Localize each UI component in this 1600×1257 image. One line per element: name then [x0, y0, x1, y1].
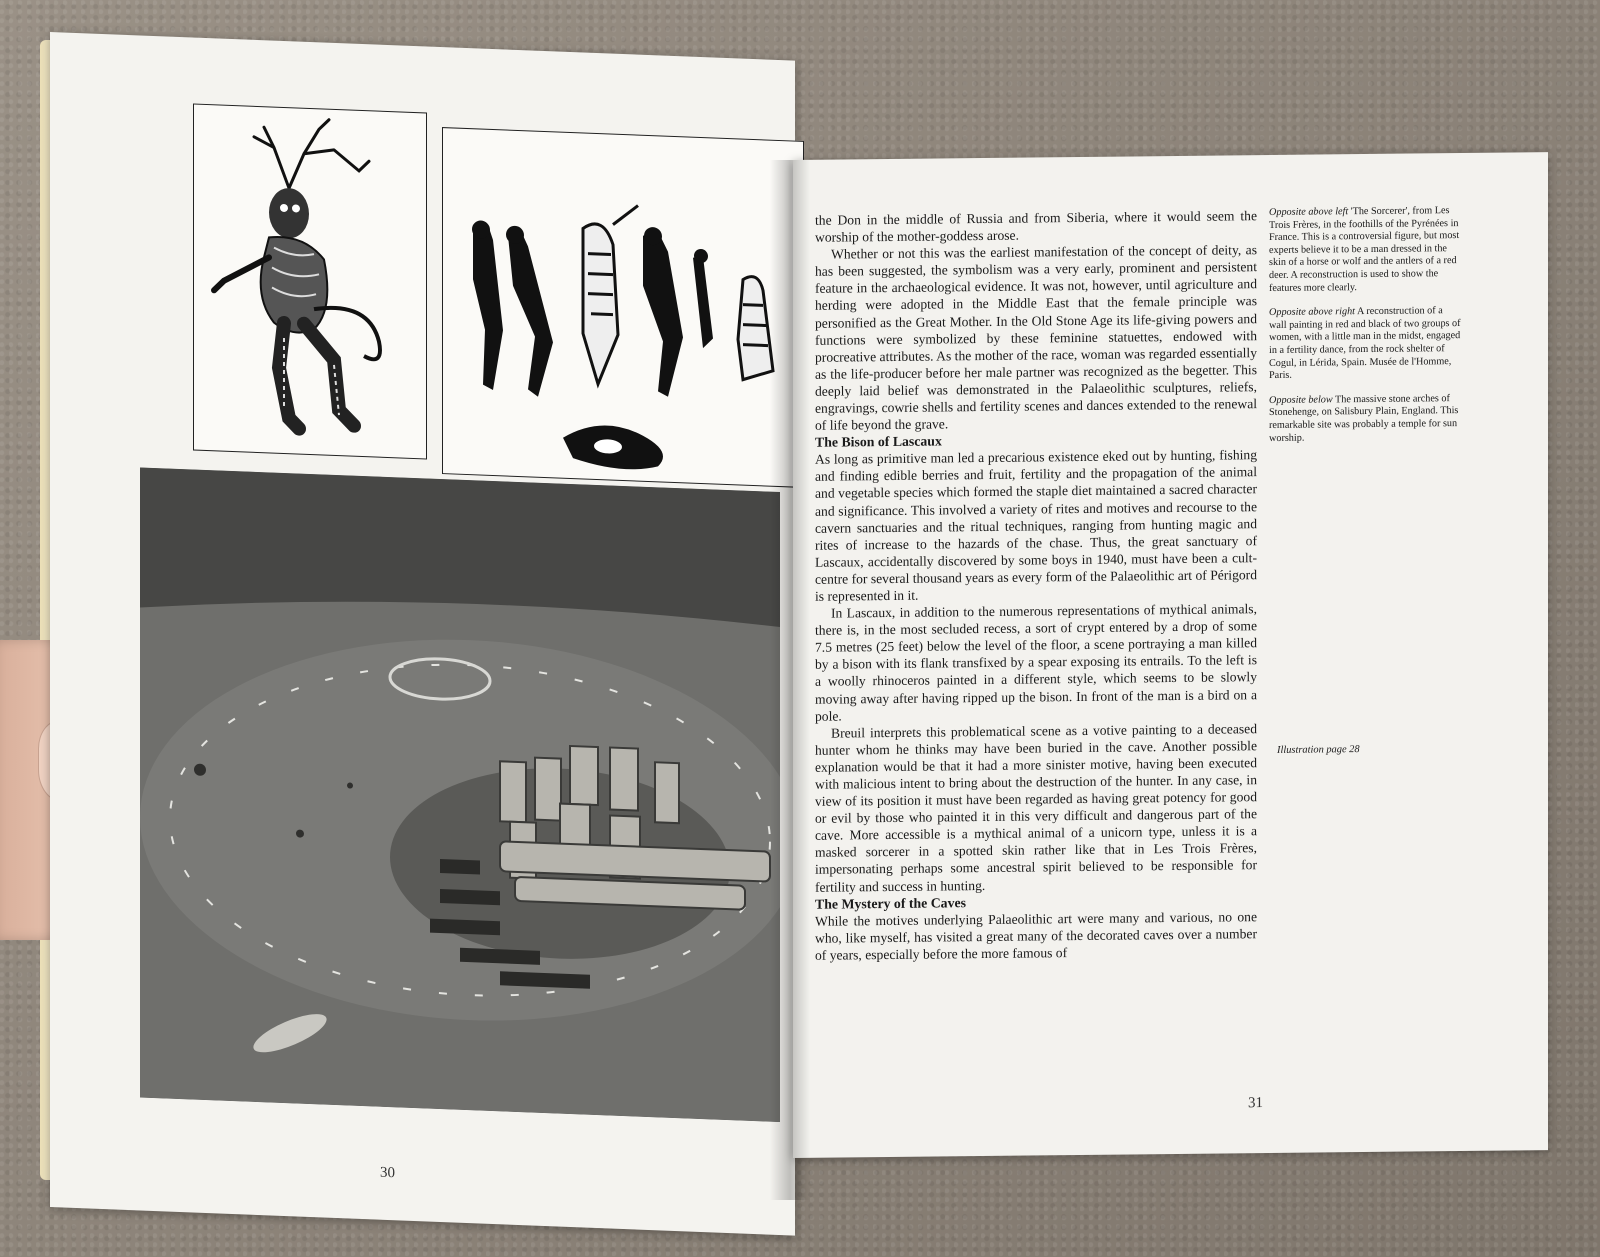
caption-sorcerer	[1269, 205, 1461, 295]
sorcerer-figure	[193, 103, 427, 459]
left-page-number: 30	[380, 1164, 395, 1182]
paragraph: While the motives underlying Palaeolithic art were many and various, no one who, like myself, has visited a great many of the decorated caves over a number of years, especially before the more famous of	[815, 908, 1257, 963]
caption-text: 'The Sorcerer', from Les Trois Frères, in the foothills of the Pyrénées in France. This is a controversial figure, but most experts believe it to be a man dressed in the skin of a horse or wolf and the antlers of a red deer. A reconstruction is used to show the features more clearly.	[1269, 205, 1460, 294]
paragraph: As long as primitive man led a precarious existence eked out by hunting, fishing and finding edible berries and fruit, fertility and the propagation of the animal and vegetable species which formed the staple diet maintained a sacred character and significance. This involved a variety of rites and motives and recourse to the cavern sanctuaries and the ritual techniques, ranging from hunting magic and rites of increase to the hazards of the chase. Thus, the great sanctuary of Lascaux, accidentally discovered by some boys in 1940, must have been a cult-centre for several thousand years as every form of the Palaeolithic art of Périgord is represented in it.	[815, 447, 1258, 604]
left-page	[50, 32, 795, 1236]
section-heading-bison: The Bison of Lascaux	[815, 433, 942, 450]
paragraph: Breuil interprets this problematical scene as a votive painting to a deceased hunter whom he thinks may have been buried in the cave. Another possible explanation would be that it had a more sinister motive, having been executed with malicious intent to bring about the destruction of the hunter. In any case, in view of its position it must have been regarded as having great potency for good or evil by those who painted it in this very difficult and dangerous part of the cave. More accessible is a mythical animal of a unicorn type, unless it is a masked sorcerer in a spotted skin rather like that in Les Trois Frères, impersonating perhaps some ancestral spirit believed to be responsible for fertility and success in hunting.	[815, 720, 1257, 895]
section-heading-mystery: The Mystery of the Caves	[815, 894, 966, 912]
caption-stonehenge	[1269, 393, 1461, 445]
cogul-dance-illustration	[443, 128, 803, 487]
captions-column	[1269, 205, 1461, 457]
main-text-column	[815, 207, 1257, 964]
right-page	[793, 152, 1548, 1158]
caption-text: A reconstruction of a wall painting in red and black of two groups of women, with a little man in the midst, engaged in a fertility dance, from the rock shelter of Cogul, in Lérida, Spain. Musée de l'Homme, Paris.	[1269, 305, 1461, 382]
stonehenge-photo	[140, 467, 780, 1122]
paragraph: Whether or not this was the earliest manifestation of the concept of deity, as has been suggested, the symbolism was a very early, prominent and persistent feature in the archaeological evidence. It was not, however, until agriculture and herding were adopted in the Middle East that the female principle was personified as the Great Mother. In the Old Stone Age its life-giving powers and functions were symbolized by these feminine statuettes, endowed with procreative attributes. As the mother of the race, woman was regarded essentially as the life-producer before her male partner was recognized as the begetter. This deeply laid belief was demonstrated in the Palaeolithic sculptures, reliefs, engravings, cowrie shells and fertility scenes and dances extended to the renewal of life beyond the grave.	[815, 242, 1258, 433]
spine-shadow	[770, 160, 810, 1200]
stonehenge-aerial-image	[140, 467, 780, 1122]
caption-label: Opposite above right	[1269, 306, 1356, 319]
caption-cogul	[1269, 305, 1461, 383]
paragraph: In Lascaux, in addition to the numerous representations of mythical animals, there is, in the most secluded recess, a sort of crypt entered by a drop of some 7.5 metres (25 feet) below the level of the floor, a scene portraying a man killed by a bison with its flank transfixed by a spear exposing its entrails. To the left is a woolly rhinoceros painted in a different style, which seems to be slowly moving away after having ripped up the bison. In front of the man is a bird on a pole.	[815, 601, 1257, 724]
sorcerer-illustration	[194, 105, 426, 459]
cogul-dance-figure	[442, 127, 804, 488]
caption-text: The massive stone arches of Stonehenge, on Salisbury Plain, England. This remarkable site was probably a temple for sun worship.	[1269, 392, 1459, 444]
illustration-reference: Illustration page 28	[1277, 744, 1360, 756]
paragraph: the Don in the middle of Russia and from Siberia, where it would seem the worship of the mother-goddess arose.	[815, 208, 1257, 245]
caption-label: Opposite below	[1269, 394, 1333, 406]
caption-label: Opposite above left	[1269, 206, 1349, 219]
right-page-number: 31	[1248, 1095, 1263, 1112]
